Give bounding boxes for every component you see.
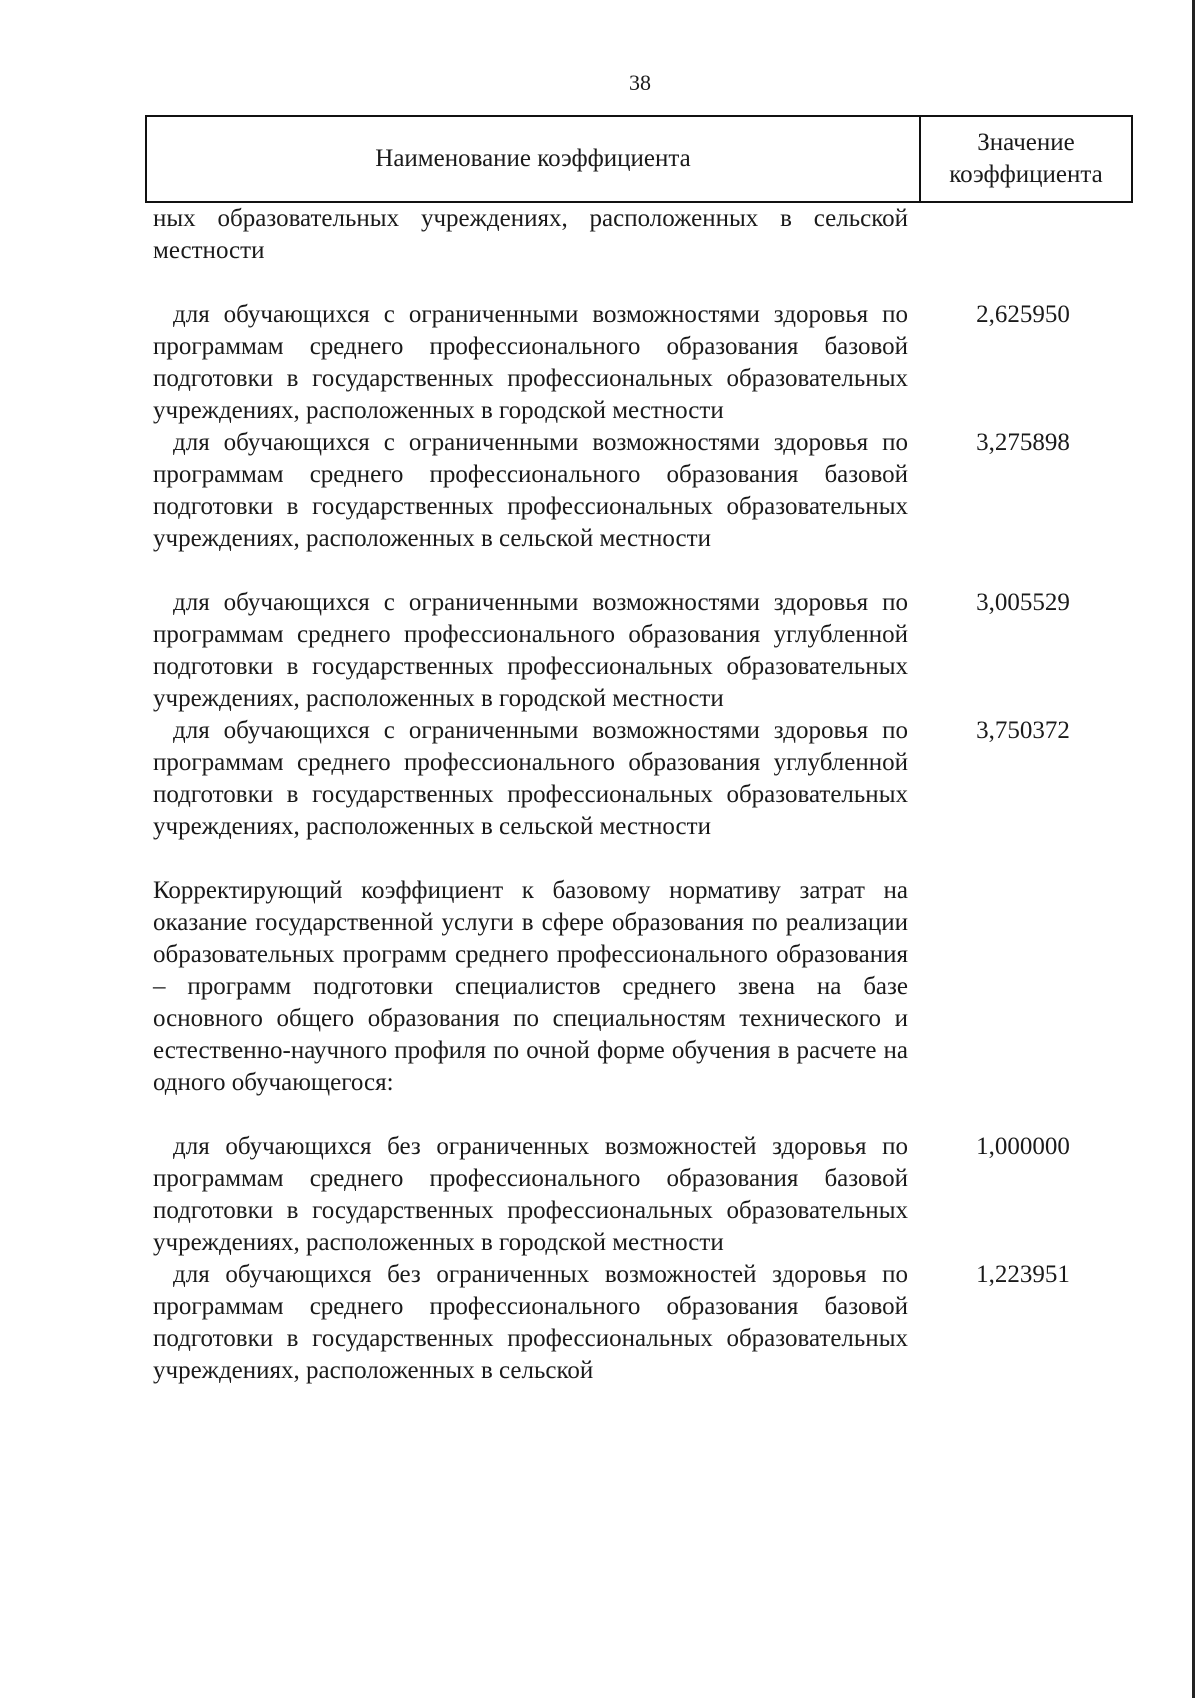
row-value: 2,625950: [976, 301, 1070, 328]
row-text: для обучающихся с ограниченными возможностями здоровья по программам среднего профессионального образования базовой подготовки в государственных профессиональных образовательных учреждениях, расположенных в сельской местности: [153, 429, 908, 552]
table-row: [153, 715, 1163, 843]
table-row: [153, 427, 1163, 555]
row-value: 3,005529: [976, 589, 1070, 616]
page-edge-line: [1192, 0, 1195, 1698]
row-value: 1,223951: [976, 1261, 1070, 1288]
header-coefficient-value: Значение коэффициента: [949, 129, 1103, 188]
row-value: 3,275898: [976, 429, 1070, 456]
table-row: [153, 1131, 1163, 1259]
row-value: 1,000000: [976, 1133, 1070, 1160]
row-text: для обучающихся без ограниченных возможностей здоровья по программам среднего профессионального образования базовой подготовки в государственных профессиональных образовательных учреждениях, расположенных в сельской: [153, 1261, 908, 1384]
table-row: [153, 299, 1163, 427]
header-coefficient-name: Наименование коэффициента: [147, 117, 921, 201]
row-text: для обучающихся без ограниченных возможностей здоровья по программам среднего профессионального образования базовой подготовки в государственных профессиональных образовательных учреждениях, расположенных в городской местности: [153, 1133, 908, 1256]
row-text: для обучающихся с ограниченными возможностями здоровья по программам среднего профессионального образования углубленной подготовки в государственных профессиональных образовательных учреждениях, расположенных в городской местности: [153, 589, 908, 712]
row-text: для обучающихся с ограниченными возможностями здоровья по программам среднего профессионального образования углубленной подготовки в государственных профессиональных образовательных учреждениях, расположенных в сельской местности: [153, 717, 908, 840]
section-heading: Корректирующий коэффициент к базовому нормативу затрат на оказание государственной услуги в сфере образования по реализации образовательных программ среднего профессионального образования – программ подготовки специалистов среднего звена на базе основного общего образования по специальностям технического и естественно-научного профиля по очной форме обучения в расчете на одного обучающегося:: [153, 877, 908, 1096]
table-row: [153, 1259, 1163, 1387]
table-row: [153, 203, 1163, 267]
continuation-text: ных образовательных учреждениях, расположенных в сельской местности: [153, 205, 908, 264]
page-number: 38: [629, 70, 651, 95]
table-header: [145, 115, 1133, 203]
table-row: [153, 875, 1163, 1099]
row-text: для обучающихся с ограниченными возможностями здоровья по программам среднего профессионального образования базовой подготовки в государственных профессиональных образовательных учреждениях, расположенных в городской местности: [153, 301, 908, 424]
row-value: 3,750372: [976, 717, 1070, 744]
table-body: [153, 203, 1163, 1387]
table-row: [153, 587, 1163, 715]
